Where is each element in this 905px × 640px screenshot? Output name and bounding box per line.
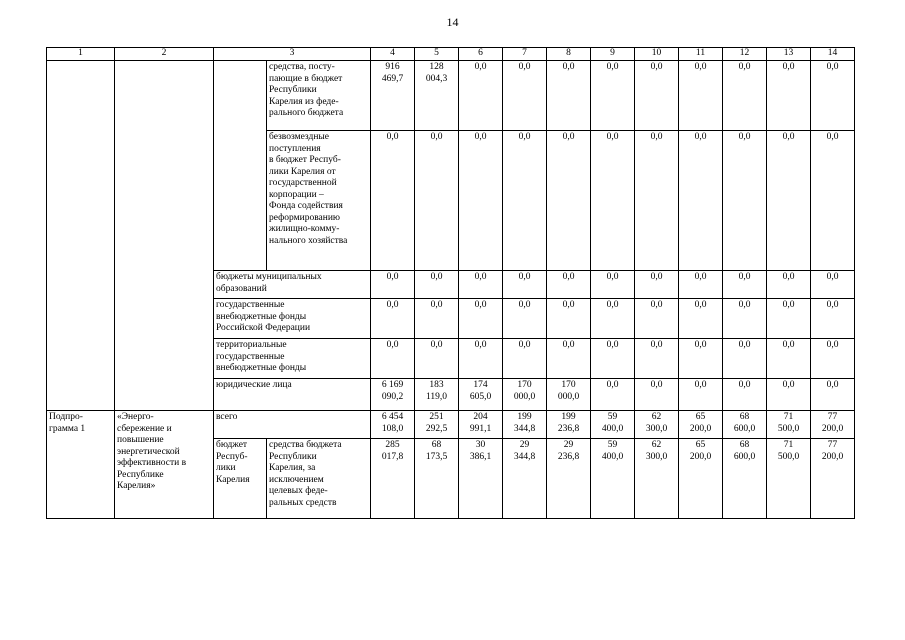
value-cell: 0,0 [547, 299, 591, 339]
row-label: безвозмездные поступления в бюджет Респуб- лики Карелия от государственной корпорации – Фонда содействия реформированию жилищно-комму- нального хозяйства [267, 131, 371, 271]
value-cell: 0,0 [415, 131, 459, 271]
value-cell: 170 000,0 [547, 379, 591, 411]
value-cell: 0,0 [459, 131, 503, 271]
value-cell: 128 004,3 [415, 61, 459, 131]
empty-cell [214, 61, 267, 271]
value-cell: 0,0 [767, 271, 811, 299]
value-cell: 0,0 [635, 131, 679, 271]
value-cell: 0,0 [723, 271, 767, 299]
value-cell: 62 300,0 [635, 439, 679, 519]
value-cell: 0,0 [679, 339, 723, 379]
col-header: 13 [767, 48, 811, 61]
value-cell: 0,0 [415, 271, 459, 299]
value-cell: 0,0 [723, 61, 767, 131]
value-cell: 199 236,8 [547, 411, 591, 439]
value-cell: 0,0 [459, 339, 503, 379]
value-cell: 0,0 [415, 299, 459, 339]
value-cell: 0,0 [371, 339, 415, 379]
value-cell: 0,0 [503, 299, 547, 339]
table-row [47, 411, 855, 439]
row-label: всего [214, 411, 371, 439]
value-cell: 0,0 [723, 339, 767, 379]
value-cell: 0,0 [679, 379, 723, 411]
value-cell: 0,0 [371, 271, 415, 299]
row-label: бюджеты муниципальных образований [214, 271, 371, 299]
value-cell: 199 344,8 [503, 411, 547, 439]
value-cell: 0,0 [591, 379, 635, 411]
value-cell: 0,0 [503, 61, 547, 131]
value-cell: 204 991,1 [459, 411, 503, 439]
value-cell: 0,0 [635, 339, 679, 379]
value-cell: 251 292,5 [415, 411, 459, 439]
page-number: 14 [446, 15, 459, 29]
value-cell: 0,0 [459, 271, 503, 299]
row-label: территориальные государственные внебюджетные фонды [214, 339, 371, 379]
budget-group-label: бюджет Респуб- лики Карелия [214, 439, 267, 519]
value-cell: 0,0 [723, 131, 767, 271]
value-cell: 0,0 [679, 271, 723, 299]
value-cell: 6 454 108,0 [371, 411, 415, 439]
value-cell: 0,0 [591, 61, 635, 131]
subprogram-name: «Энерго- сбережение и повышение энергетической эффективности в Республике Карелия» [115, 411, 214, 519]
col-header: 3 [214, 48, 371, 61]
col-header: 1 [47, 48, 115, 61]
value-cell: 0,0 [591, 131, 635, 271]
value-cell: 0,0 [767, 339, 811, 379]
col-header: 7 [503, 48, 547, 61]
value-cell: 0,0 [635, 61, 679, 131]
value-cell: 0,0 [811, 61, 855, 131]
value-cell: 183 119,0 [415, 379, 459, 411]
value-cell: 0,0 [811, 131, 855, 271]
value-cell: 62 300,0 [635, 411, 679, 439]
value-cell: 68 173,5 [415, 439, 459, 519]
value-cell: 0,0 [679, 131, 723, 271]
col-header: 9 [591, 48, 635, 61]
value-cell: 68 600,0 [723, 411, 767, 439]
value-cell: 0,0 [767, 131, 811, 271]
value-cell: 0,0 [371, 131, 415, 271]
value-cell: 59 400,0 [591, 411, 635, 439]
value-cell: 0,0 [635, 299, 679, 339]
value-cell: 0,0 [635, 271, 679, 299]
value-cell: 6 169 090,2 [371, 379, 415, 411]
value-cell: 0,0 [503, 339, 547, 379]
value-cell: 0,0 [591, 299, 635, 339]
empty-cell [47, 61, 115, 411]
value-cell: 71 500,0 [767, 411, 811, 439]
value-cell: 0,0 [679, 61, 723, 131]
value-cell: 77 200,0 [811, 411, 855, 439]
value-cell: 0,0 [767, 379, 811, 411]
value-cell: 0,0 [547, 339, 591, 379]
header-row [47, 48, 855, 61]
empty-cell [115, 61, 214, 411]
value-cell: 0,0 [415, 339, 459, 379]
value-cell: 0,0 [679, 299, 723, 339]
value-cell: 0,0 [547, 131, 591, 271]
value-cell: 0,0 [767, 299, 811, 339]
value-cell: 29 344,8 [503, 439, 547, 519]
value-cell: 0,0 [459, 299, 503, 339]
col-header: 5 [415, 48, 459, 61]
col-header: 10 [635, 48, 679, 61]
value-cell: 0,0 [459, 61, 503, 131]
row-label: средства бюджета Республики Карелия, за исключением целевых феде- ральных средств [267, 439, 371, 519]
col-header: 2 [115, 48, 214, 61]
value-cell: 174 605,0 [459, 379, 503, 411]
table-row [47, 61, 855, 131]
col-header: 12 [723, 48, 767, 61]
value-cell: 29 236,8 [547, 439, 591, 519]
value-cell: 0,0 [503, 271, 547, 299]
value-cell: 68 600,0 [723, 439, 767, 519]
value-cell: 59 400,0 [591, 439, 635, 519]
row-label: государственные внебюджетные фонды Российской Федерации [214, 299, 371, 339]
value-cell: 30 386,1 [459, 439, 503, 519]
col-header: 14 [811, 48, 855, 61]
value-cell: 0,0 [723, 379, 767, 411]
value-cell: 65 200,0 [679, 411, 723, 439]
value-cell: 0,0 [635, 379, 679, 411]
col-header: 4 [371, 48, 415, 61]
value-cell: 0,0 [547, 271, 591, 299]
value-cell: 0,0 [811, 271, 855, 299]
value-cell: 0,0 [371, 299, 415, 339]
row-label: юридические лица [214, 379, 371, 411]
value-cell: 285 017,8 [371, 439, 415, 519]
value-cell: 0,0 [591, 271, 635, 299]
value-cell: 0,0 [591, 339, 635, 379]
value-cell: 0,0 [723, 299, 767, 339]
row-label: средства, посту- пающие в бюджет Республики Карелия из феде- рального бюджета [267, 61, 371, 131]
col-header: 8 [547, 48, 591, 61]
value-cell: 0,0 [811, 299, 855, 339]
value-cell: 916 469,7 [371, 61, 415, 131]
value-cell: 0,0 [503, 131, 547, 271]
value-cell: 71 500,0 [767, 439, 811, 519]
budget-table [46, 47, 855, 519]
subprogram-number: Подпро- грамма 1 [47, 411, 115, 519]
value-cell: 0,0 [547, 61, 591, 131]
value-cell: 0,0 [811, 379, 855, 411]
value-cell: 170 000,0 [503, 379, 547, 411]
col-header: 11 [679, 48, 723, 61]
value-cell: 0,0 [811, 339, 855, 379]
value-cell: 65 200,0 [679, 439, 723, 519]
value-cell: 77 200,0 [811, 439, 855, 519]
col-header: 6 [459, 48, 503, 61]
value-cell: 0,0 [767, 61, 811, 131]
